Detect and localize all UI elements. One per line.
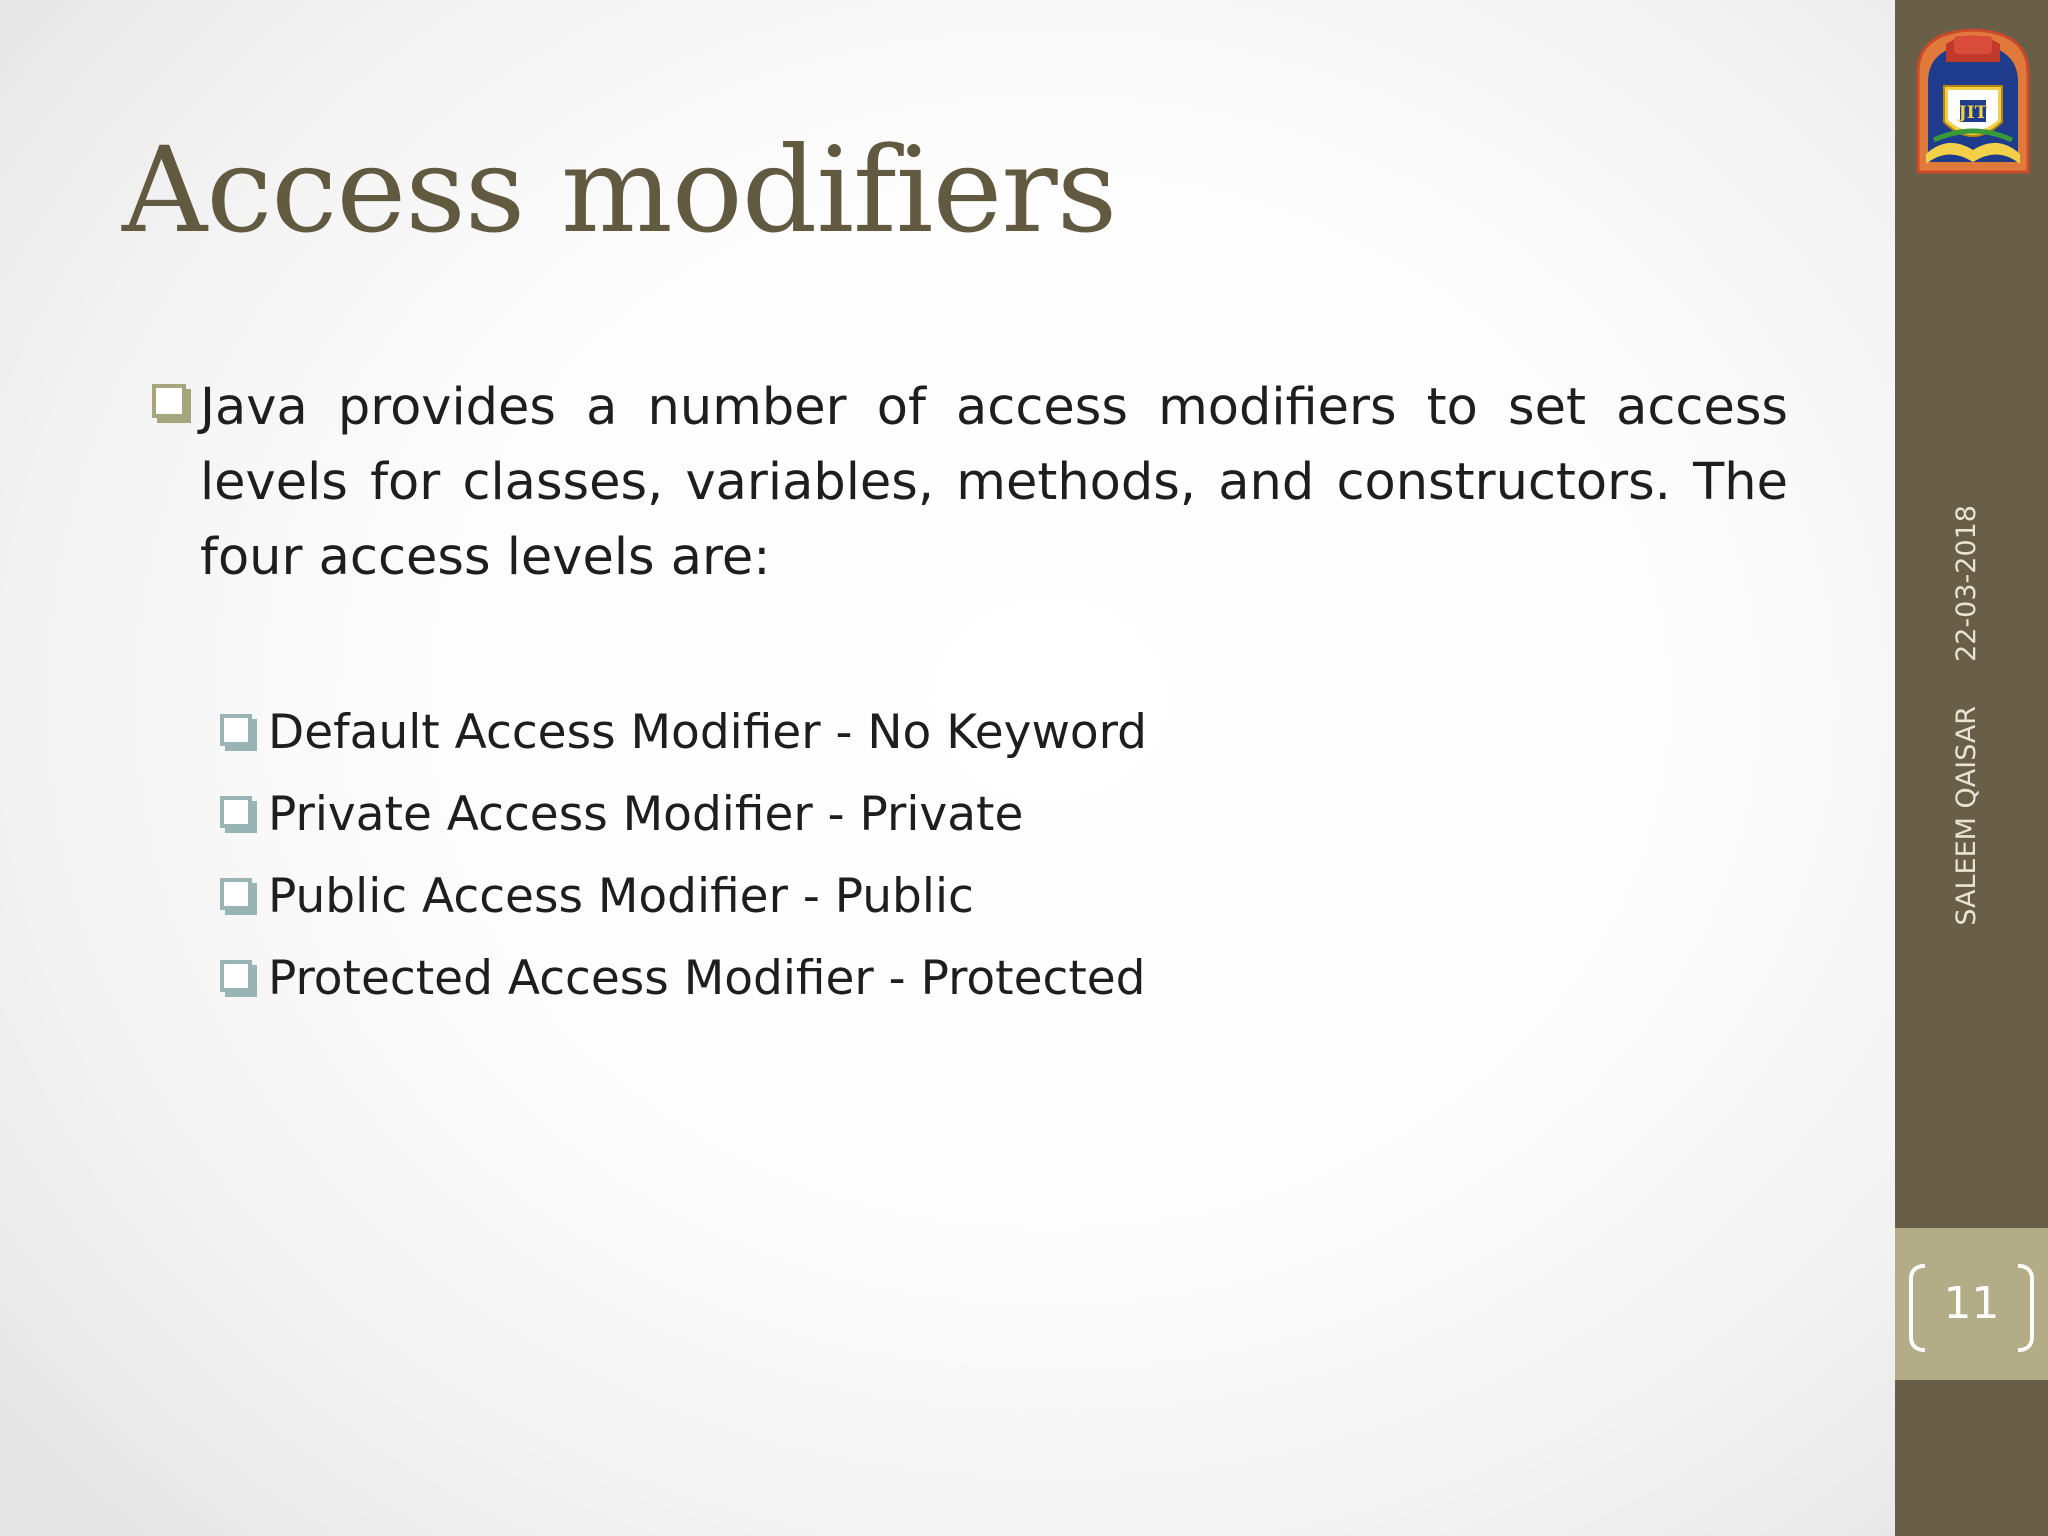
square-bullet-icon (220, 878, 252, 910)
intro-paragraph: Java provides a number of access modifiers to set access levels for classes, variables, methods, and constructors. The four access levels are: (200, 378, 1788, 587)
list-item: Default Access Modifier - No Keyword (268, 705, 1147, 760)
list-item: Protected Access Modifier - Protected (268, 951, 1146, 1006)
page-number: 11 (1943, 1278, 2000, 1329)
footer-author: SALEEM QAISAR (1951, 705, 1982, 926)
footer-date: 22-03-2018 (1951, 505, 1982, 662)
page-number-box (1895, 1228, 2048, 1380)
slide-title: Access modifiers (122, 121, 1117, 259)
list-item: Private Access Modifier - Private (268, 787, 1024, 842)
college-crest-logo-icon (1908, 22, 2038, 177)
logo-text: JIT (1958, 103, 1988, 123)
list-item: Public Access Modifier - Public (268, 869, 974, 924)
square-bullet-icon (152, 384, 186, 418)
square-bullet-icon (220, 714, 252, 746)
square-bullet-icon (220, 796, 252, 828)
square-bullet-icon (220, 960, 252, 992)
